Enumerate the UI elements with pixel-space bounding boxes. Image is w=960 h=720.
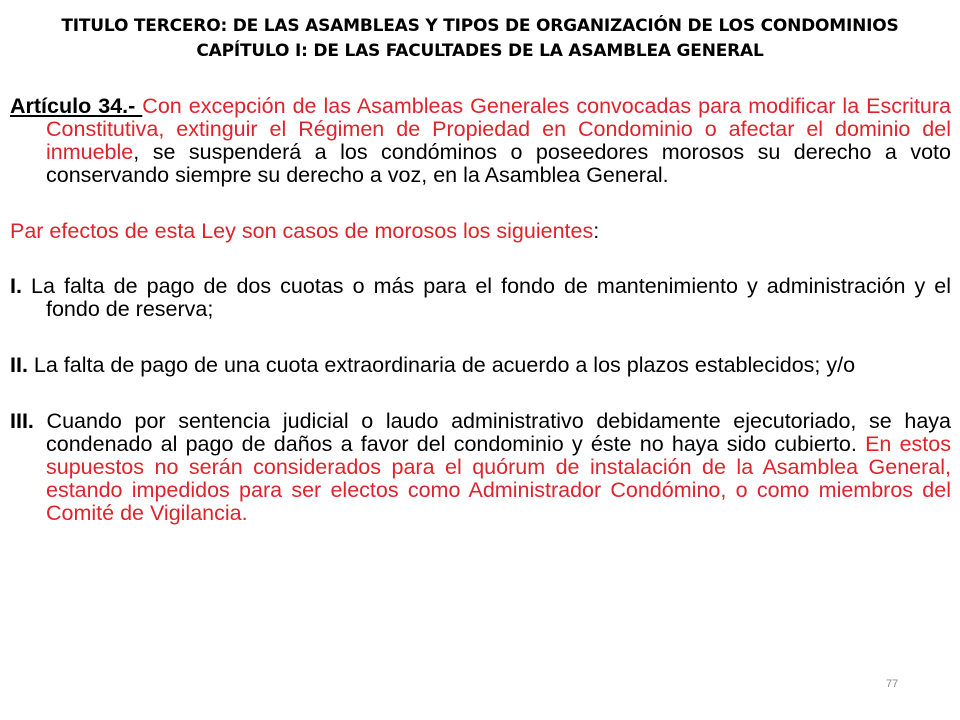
page-number: 77 xyxy=(886,678,899,690)
item-red-text: En estos supuestos no serán considerados para el quórum de instalación de la Asamblea General, estando impedidos para ser electos como Administrador Condómino, o como miembros del Comité de Vigilancia. xyxy=(46,432,951,525)
list-item xyxy=(10,275,951,321)
item-text: Cuando por sentencia judicial o laudo administrativo debidamente ejecutoriado, se haya condenado al pago de daños a favor del condominio y éste no haya sido cubierto. xyxy=(33,409,951,456)
list-item xyxy=(10,354,951,377)
intro-colon: : xyxy=(593,219,600,243)
title-line: TITULO TERCERO: DE LAS ASAMBLEAS Y TIPOS DE ORGANIZACIÓN DE LOS CONDOMINIOS xyxy=(61,16,899,36)
page-header xyxy=(0,14,960,64)
chapter-line: CAPÍTULO I: DE LAS FACULTADES DE LA ASAMBLEA GENERAL xyxy=(196,41,764,61)
item-text: La falta de pago de dos cuotas o más para el fondo de mantenimiento y administración y el fondo de reserva; xyxy=(21,274,951,321)
article-text: , se suspenderá a los condóminos o poseedores morosos su derecho a voto conservando siempre su derecho a voz, en la Asamblea General. xyxy=(46,140,951,187)
document-body xyxy=(10,95,951,558)
item-numeral: II. xyxy=(10,353,28,377)
article-paragraph xyxy=(10,95,951,187)
article-label: Artículo 34.- xyxy=(10,94,143,118)
list-item xyxy=(10,410,951,525)
article-red-text: Con excepción de las Asambleas Generales convocadas para modificar la Escritura Constitutiva, extinguir el Régimen de Propiedad en Condominio o afectar el dominio del inmueble xyxy=(46,94,951,164)
intro-red-text: Par efectos de esta Ley son casos de morosos los siguientes xyxy=(10,219,594,243)
item-text: La falta de pago de una cuota extraordinaria de acuerdo a los plazos establecidos; y/o xyxy=(27,353,856,377)
intro-paragraph xyxy=(10,220,951,243)
item-numeral: I. xyxy=(10,274,22,298)
item-numeral: III. xyxy=(10,409,34,433)
